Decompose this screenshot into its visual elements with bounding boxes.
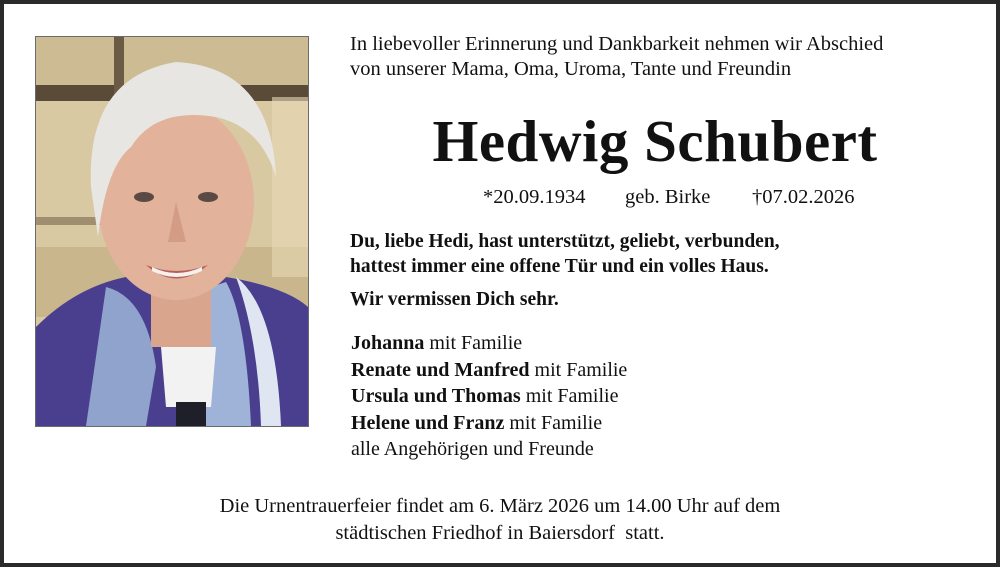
intro-text bbox=[350, 32, 970, 82]
mourner-row bbox=[351, 330, 951, 357]
death-date: †07.02.2026 bbox=[752, 186, 855, 208]
tribute-text bbox=[350, 229, 970, 312]
tribute-line: Du, liebe Hedi, hast unterstützt, geliebt, verbunden, bbox=[350, 231, 780, 252]
mourner-names: Helene und Franz bbox=[351, 411, 505, 434]
mourner-names: Johanna bbox=[351, 332, 425, 354]
intro-line: von unserer Mama, Oma, Uroma, Tante und Freundin bbox=[350, 58, 792, 80]
mourner-suffix: mit Familie bbox=[504, 411, 603, 434]
mourner-names: Renate und Manfred bbox=[351, 358, 530, 381]
maiden-name: geb. Birke bbox=[625, 186, 711, 208]
mourners-list bbox=[351, 330, 951, 463]
mourners-footer: alle Angehörigen und Freunde bbox=[351, 438, 594, 460]
tribute-line: Wir vermissen Dich sehr. bbox=[350, 289, 559, 310]
ceremony-info bbox=[150, 493, 850, 547]
mourner-suffix: mit Familie bbox=[520, 385, 619, 407]
mourner-row bbox=[351, 410, 951, 437]
birth-date: *20.09.1934 bbox=[483, 186, 586, 208]
mourner-row bbox=[351, 357, 951, 384]
deceased-name: Hedwig Schubert bbox=[432, 108, 878, 174]
mourner-suffix: mit Familie bbox=[424, 332, 523, 354]
portrait-photo bbox=[35, 36, 309, 427]
mourner-names: Ursula und Thomas bbox=[351, 385, 521, 407]
mourner-row bbox=[351, 383, 951, 410]
ceremony-line: städtischen Friedhof in Baiersdorf statt. bbox=[335, 522, 665, 544]
tribute-line: hattest immer eine offene Tür und ein volles Haus. bbox=[350, 256, 769, 277]
mourner-suffix: mit Familie bbox=[529, 358, 628, 381]
portrait-photo-icon bbox=[36, 37, 308, 426]
life-dates bbox=[483, 184, 855, 210]
ceremony-line: Die Urnentrauerfeier findet am 6. März 2026 um 14.00 Uhr auf dem bbox=[219, 495, 781, 517]
intro-line: In liebevoller Erinnerung und Dankbarkeit nehmen wir Abschied bbox=[350, 33, 884, 55]
